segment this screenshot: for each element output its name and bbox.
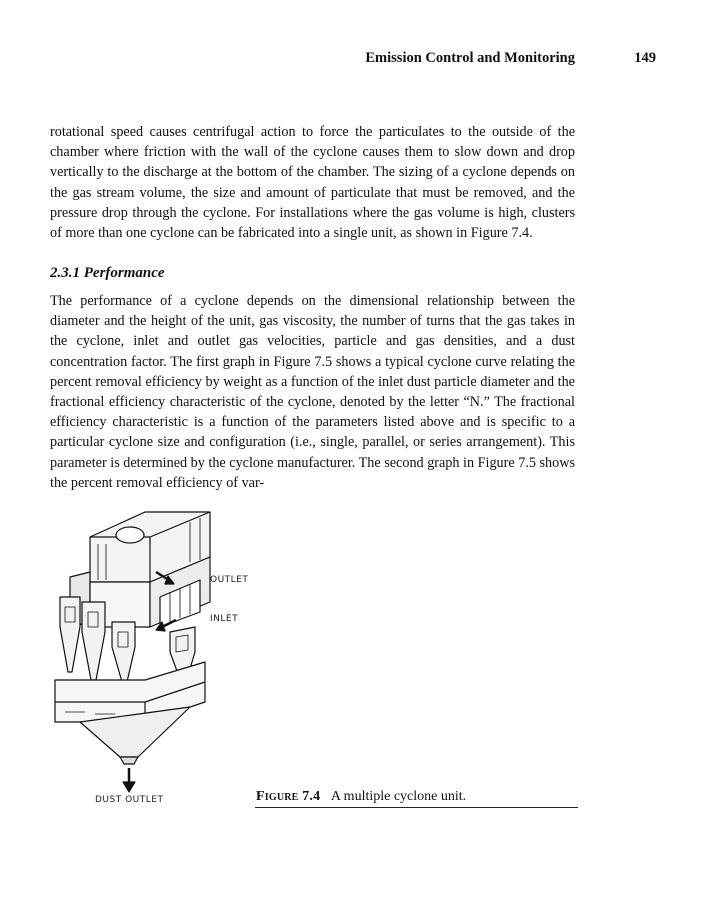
- figure-caption-label: Figure 7.4: [256, 789, 321, 804]
- figure-7-4: [50, 502, 250, 807]
- page-number: 149: [634, 50, 656, 66]
- outlet-label: OUTLET: [210, 575, 249, 585]
- paragraph-text: The performance of a cyclone depends on the dimensional relationship between the diameter and the height of the unit, gas viscosity, the number of turns that the gas takes in the cyclone, inlet and outlet gas velocities, particle and gas densities, and a dust concentration factor. The first graph in Figure 7.5 shows a typical cyclone curve relating the percent removal efficiency by weight as a function of the inlet dust particle diameter and the fractional efficiency characteristic of the cyclone, denoted by the letter “N.” The fractional efficiency characteristic is a function of the parameters listed above and is specific to a particular cyclone size and configuration (i.e., single, parallel, or series arrangement). This parameter is determined by the cyclone manufacturer. The second graph in Figure 7.5 shows the percent removal efficiency of var-: [50, 293, 575, 491]
- paragraph-text: rotational speed causes centrifugal action to force the particulates to the outside of the chamber where friction with the wall of the cyclone causes them to slow down and drop vertically to the discharge at the bottom of the chamber. The sizing of a cyclone depends on the gas stream volume, the size and amount of particulate that must be removed, and the pressure drop through the cyclone. For installations where the gas volume is high, clusters of more than one cyclone can be fabricated into a single unit, as shown in Figure 7.4.: [50, 124, 575, 242]
- inlet-label: INLET: [210, 614, 239, 624]
- body-paragraph-2: [50, 291, 575, 493]
- figure-caption: [256, 789, 466, 805]
- running-header-title: Emission Control and Monitoring: [365, 50, 575, 66]
- multiple-cyclone-illustration: [50, 502, 250, 807]
- caption-rule: [255, 807, 578, 808]
- dust-outlet-label: DUST OUTLET: [95, 795, 164, 805]
- body-paragraph-1: [50, 122, 575, 243]
- section-heading: 2.3.1 Performance: [50, 265, 165, 281]
- figure-caption-text: A multiple cyclone unit.: [330, 789, 467, 804]
